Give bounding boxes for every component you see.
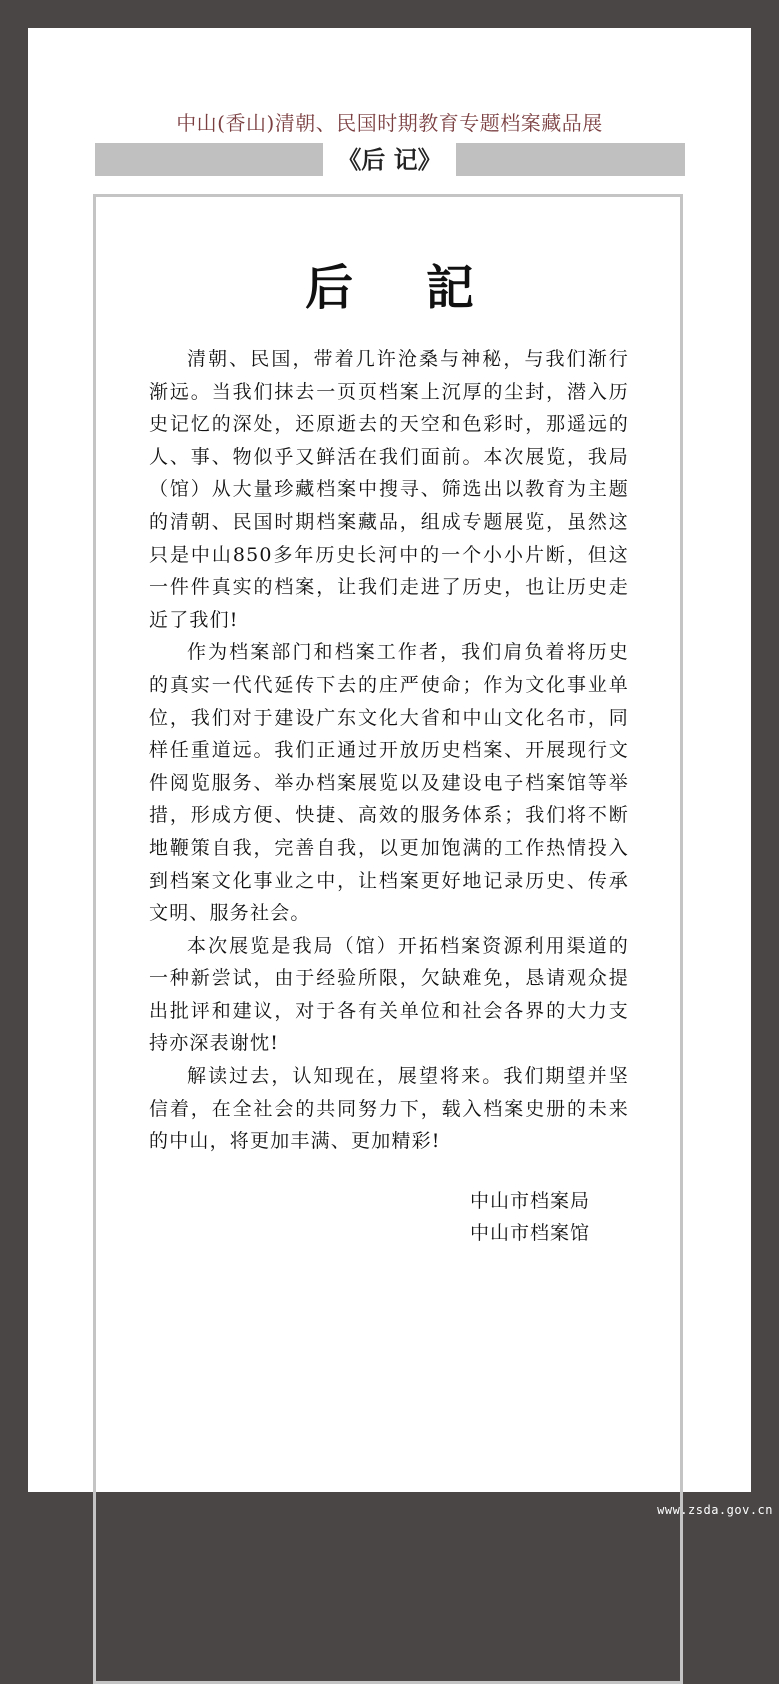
footer-url: www.zsda.gov.cn — [657, 1503, 773, 1517]
signature-archive: 中山市档案馆 — [470, 1222, 591, 1244]
section-label: 《后 记》 — [337, 145, 442, 174]
document-body — [149, 343, 629, 1158]
signature-bureau: 中山市档案局 — [470, 1190, 591, 1212]
document-heading: 后 記 — [305, 260, 502, 316]
paragraph-2: 作为档案部门和档案工作者，我们肩负着将历史的真实一代代延传下去的庄严使命；作为文化事业单位，我们对于建设广东文化大省和中山文化名市，同样任重道远。我们正通过开放历史档案、开展现行文件阅览服务、举办档案展览以及建设电子档案馆等举措，形成方便、快捷、高效的服务体系；我们将不断地鞭策自我，完善自我，以更加饱满的工作热情投入到档案文化事业之中，让档案更好地记录历史、传承文明、服务社会。 — [149, 641, 629, 925]
banner-bar-left — [95, 143, 323, 176]
exhibit-title: 中山(香山)清朝、民国时期教育专题档案藏品展 — [176, 111, 603, 135]
paragraph-1: 清朝、民国，带着几许沧桑与神秘，与我们渐行渐远。当我们抹去一页页档案上沉厚的尘封，潜入历史记忆的深处，还原逝去的天空和色彩时，那遥远的人、事、物似乎又鲜活在我们面前。本次展览，我局（馆）从大量珍藏档案中搜寻、筛选出以教育为主题的清朝、民国时期档案藏品，组成专题展览，虽然这只是中山850多年历史长河中的一个小小片断，但这一件件真实的档案，让我们走进了历史，也让历史走近了我们! — [149, 348, 629, 631]
banner-bar-right — [456, 143, 685, 176]
paragraph-3: 本次展览是我局（馆）开拓档案资源利用渠道的一种新尝试，由于经验所限，欠缺难免，恳请观众提出批评和建议，对于各有关单位和社会各界的大力支持亦深表谢忱! — [149, 934, 629, 1055]
signature-block — [470, 1185, 630, 1249]
paragraph-4: 解读过去，认知现在，展望将来。我们期望并坚信着，在全社会的共同努力下，载入档案史册的未来的中山，将更加丰满、更加精彩! — [149, 1065, 629, 1153]
